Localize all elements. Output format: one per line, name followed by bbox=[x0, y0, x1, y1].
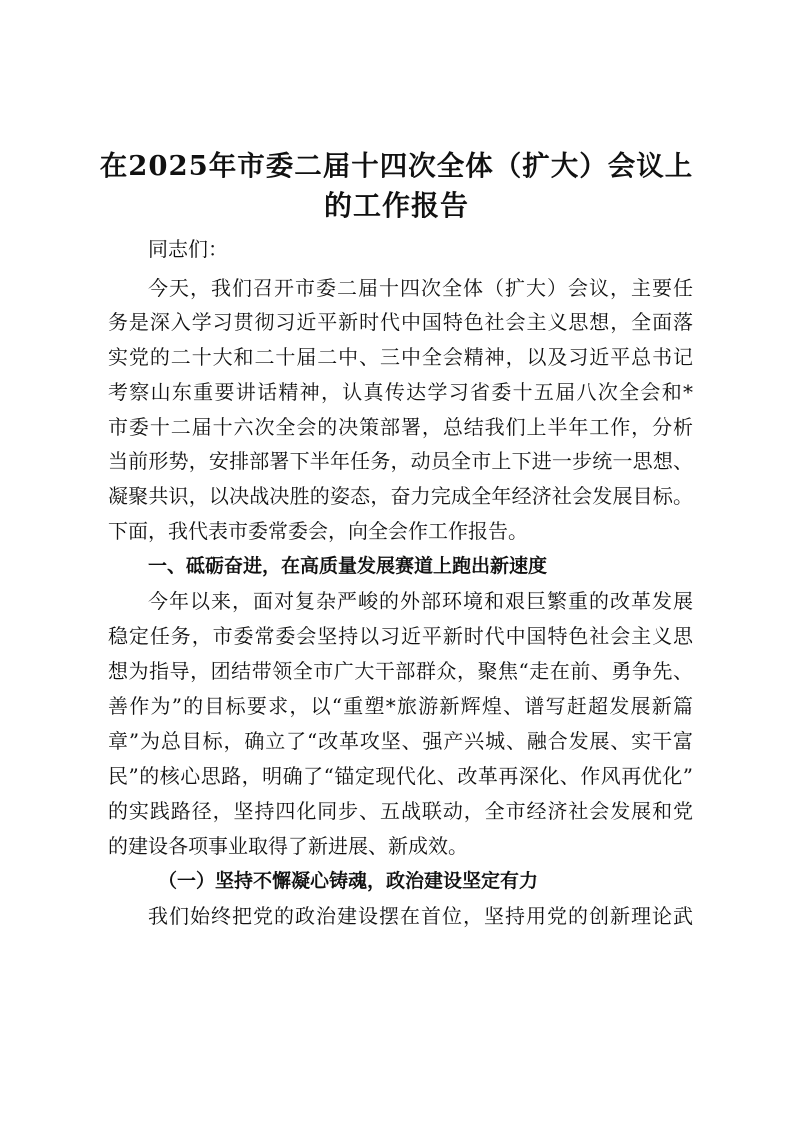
paragraph-2-line: 善作为”的目标要求，以“重塑*旅游新辉煌、谱写赶超发展新篇 bbox=[108, 694, 693, 718]
paragraph-1-line: 考察山东重要讲话精神，认真传达学习省委十五届八次全会和* bbox=[108, 380, 693, 404]
paragraph-3-line: 我们始终把党的政治建设摆在首位，坚持用党的创新理论武 bbox=[148, 904, 693, 928]
salutation: 同志们： bbox=[148, 237, 228, 261]
subsection-1-heading: （一）坚持不懈凝心铸魂，政治建设坚定有力 bbox=[158, 870, 539, 892]
paragraph-1-line: 当前形势，安排部署下半年任务，动员全市上下进一步统一思想、 bbox=[108, 449, 693, 473]
paragraph-2-line: 的实践路径，坚持四化同步、五战联动，全市经济社会发展和党 bbox=[108, 799, 693, 823]
document-title-line-1: 在2025年市委二届十四次全体（扩大）会议上 bbox=[99, 150, 694, 182]
paragraph-2-line: 民”的核心思路，明确了“锚定现代化、改革再深化、作风再优化” bbox=[108, 764, 693, 788]
paragraph-2-line: 今年以来，面对复杂严峻的外部环境和艰巨繁重的改革发展 bbox=[148, 589, 693, 613]
paragraph-2-line: 的建设各项事业取得了新进展、新成效。 bbox=[108, 834, 468, 858]
paragraph-1-line: 务是深入学习贯彻习近平新时代中国特色社会主义思想，全面落 bbox=[108, 310, 693, 334]
paragraph-1-line: 市委十二届十六次全会的决策部署，总结我们上半年工作，分析 bbox=[108, 415, 693, 439]
paragraph-2-line: 想为指导，团结带领全市广大干部群众，聚焦“走在前、勇争先、 bbox=[108, 659, 693, 683]
paragraph-1-line: 实党的二十大和二十届二中、三中全会精神，以及习近平总书记 bbox=[108, 345, 693, 369]
paragraph-1-line: 今天，我们召开市委二届十四次全体（扩大）会议，主要任 bbox=[148, 276, 693, 300]
document-title-line-2: 的工作报告 bbox=[323, 189, 469, 222]
paragraph-2-line: 稳定任务，市委常委会坚持以习近平新时代中国特色社会主义思 bbox=[108, 624, 693, 648]
paragraph-2-line: 章”为总目标，确立了“改革攻坚、强产兴城、融合发展、实干富 bbox=[108, 729, 693, 753]
section-1-heading: 一、砥砺奋进，在高质量发展赛道上跑出新速度 bbox=[148, 555, 548, 577]
paragraph-1-line: 凝聚共识，以决战决胜的姿态，奋力完成全年经济社会发展目标。 bbox=[108, 484, 693, 508]
paragraph-1-line: 下面，我代表市委常委会，向全会作工作报告。 bbox=[108, 519, 528, 543]
